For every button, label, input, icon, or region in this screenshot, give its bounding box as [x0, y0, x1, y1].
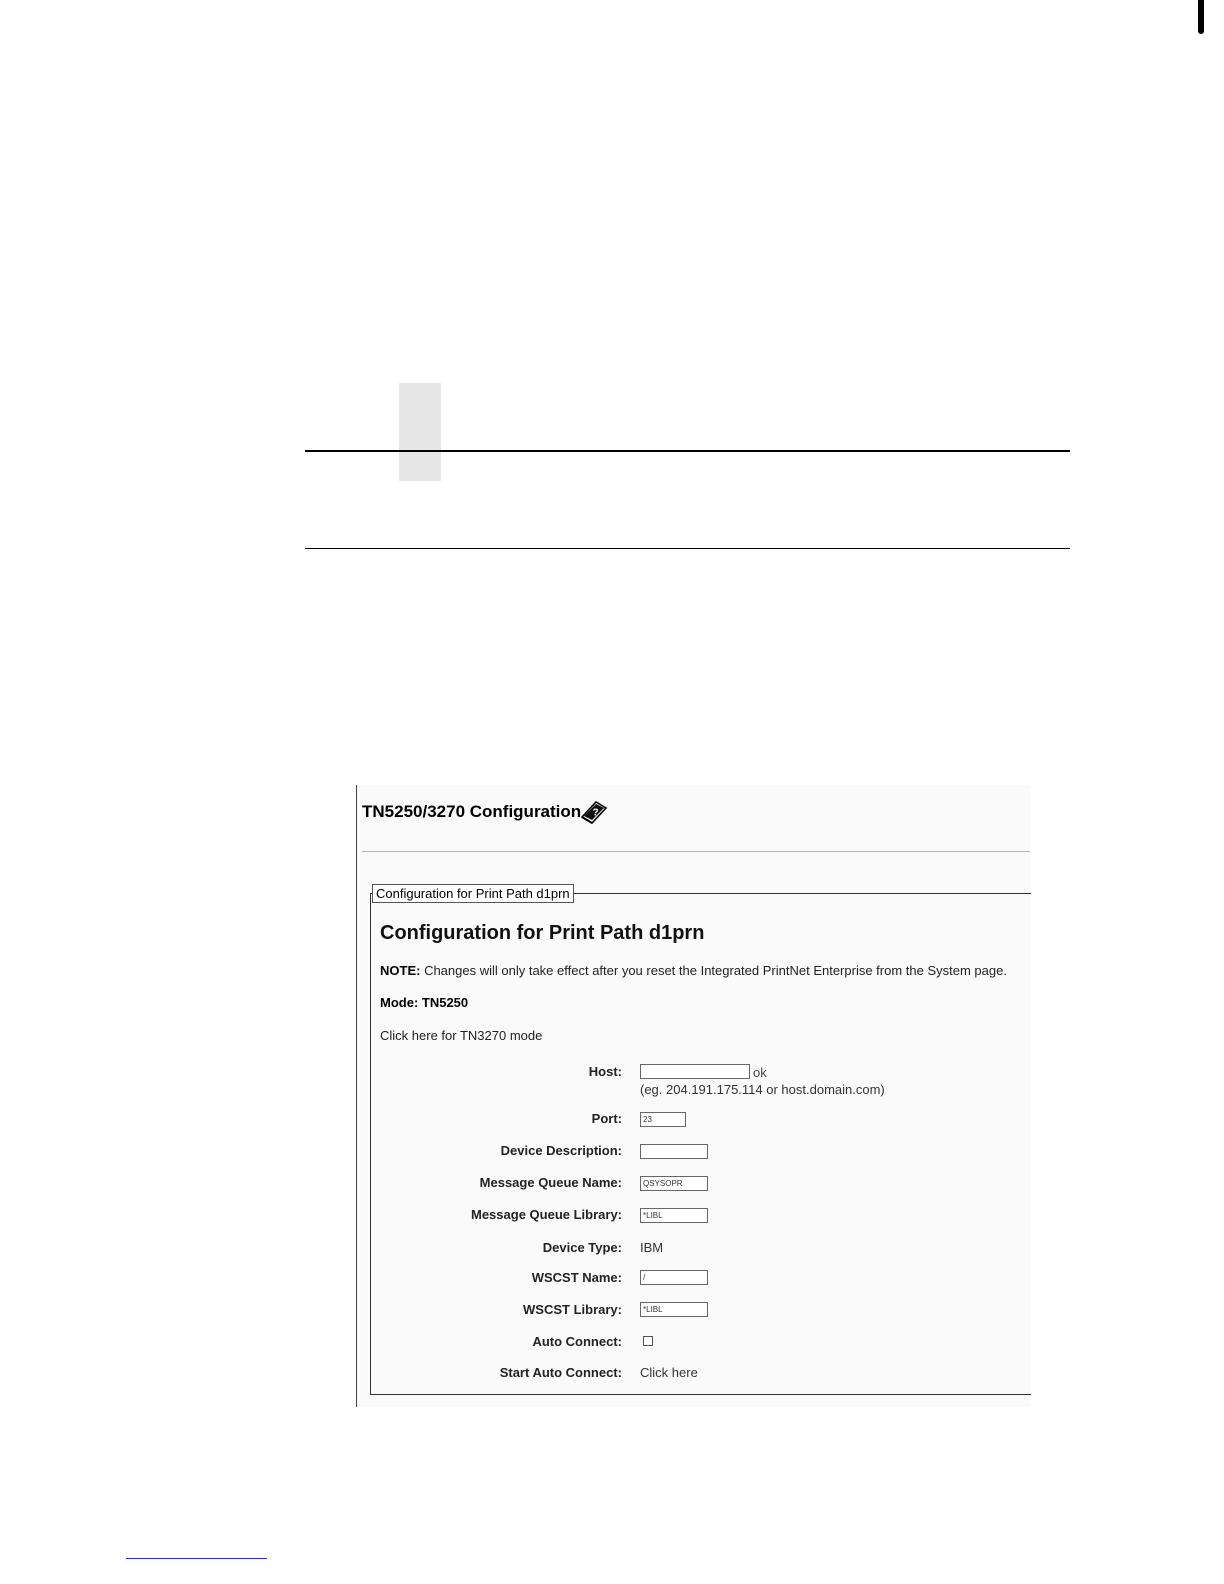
mode-label: Mode: TN5250 [380, 995, 469, 1010]
device-description-input[interactable] [640, 1144, 708, 1159]
note-text [380, 963, 1007, 978]
wscst-name-input[interactable]: / [640, 1270, 708, 1285]
message-queue-name-label: Message Queue Name: [479, 1175, 622, 1190]
help-book-icon[interactable] [579, 797, 609, 827]
svg-text:?: ? [592, 807, 599, 819]
page-corner-mark [1198, 0, 1204, 34]
wscst-library-input[interactable]: *LIBL [640, 1302, 708, 1317]
wscst-name-label: WSCST Name: [531, 1270, 622, 1285]
chapter-rule-bottom [305, 548, 1070, 549]
fieldset-legend: Configuration for Print Path d1prn [372, 884, 574, 903]
wscst-library-label: WSCST Library: [523, 1302, 622, 1317]
host-hint: (eg. 204.191.175.114 or host.domain.com) [640, 1082, 885, 1097]
port-input[interactable]: 23 [640, 1112, 686, 1127]
host-label: Host: [588, 1064, 622, 1079]
chapter-rule-top [305, 450, 1070, 452]
start-auto-connect-label: Start Auto Connect: [499, 1365, 622, 1380]
message-queue-library-label: Message Queue Library: [471, 1207, 622, 1222]
page-title: TN5250/3270 Configuration [362, 802, 582, 821]
auto-connect-checkbox[interactable] [643, 1336, 653, 1346]
message-queue-name-input[interactable]: QSYSOPR [640, 1176, 708, 1191]
print-path-heading: Configuration for Print Path d1prn [380, 922, 705, 944]
tn5250-config-screen [356, 785, 1030, 1407]
device-type-value: IBM [640, 1240, 664, 1255]
host-input[interactable] [640, 1064, 750, 1079]
note-body: Changes will only take effect after you reset the Integrated PrintNet Enterprise from the System page. [420, 963, 1007, 978]
auto-connect-label: Auto Connect: [532, 1334, 622, 1349]
tn3270-mode-link[interactable]: Click here for TN3270 mode [380, 1028, 543, 1043]
message-queue-library-input[interactable]: *LIBL [640, 1208, 708, 1223]
start-auto-connect-link[interactable]: Click here [640, 1365, 698, 1380]
chapter-tab [399, 383, 441, 481]
footer-link-underline [126, 1558, 267, 1559]
title-divider [362, 851, 1030, 852]
note-label: NOTE: [380, 963, 421, 978]
screen-left-border [356, 785, 357, 1407]
port-label: Port: [591, 1111, 622, 1126]
device-description-label: Device Description: [500, 1143, 622, 1158]
host-status: ok [753, 1065, 767, 1080]
device-type-label: Device Type: [542, 1240, 622, 1255]
